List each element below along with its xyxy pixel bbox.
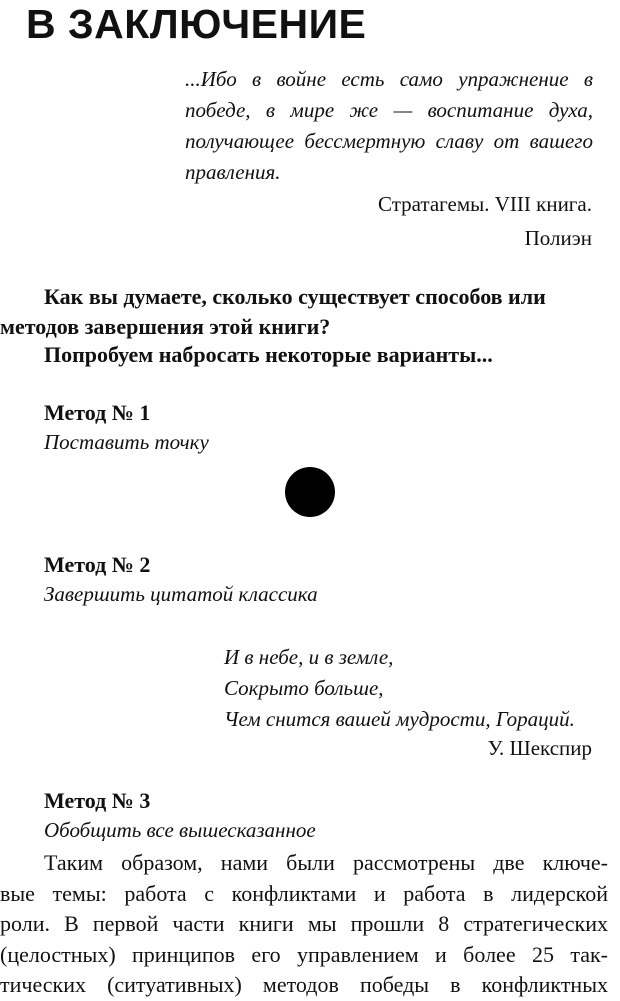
paragraph-line: (целостных) принципов его управлением и более 25 так-	[0, 941, 608, 967]
quote-author: У. Шекспир	[487, 736, 592, 760]
epigraph-source: Стратагемы. VIII книга.	[377, 192, 592, 216]
quote-block	[224, 642, 604, 735]
quote-line: Чем снится вашей мудрости, Гораций.	[224, 707, 575, 731]
quote-line: И в небе, и в земле,	[224, 645, 394, 669]
quote-line: Сокрыто больше,	[224, 676, 384, 700]
epigraph-text: ...Ибо в войне есть само упражнение в победе, в мире же — воспитание духа, получающее бессмертную славу от вашего правления.	[185, 67, 593, 184]
paragraph-line: вые темы: работа с конфликтами и работа в лидерской	[0, 880, 608, 906]
full-stop-dot	[285, 467, 335, 517]
paragraph-line: Таким образом, нами были рассмотрены две ключе-	[44, 850, 608, 875]
summary-paragraph	[0, 848, 608, 1001]
page-title: В ЗАКЛЮЧЕНИЕ	[26, 1, 367, 47]
method-2-subtitle: Завершить цитатой классика	[44, 582, 318, 606]
paragraph-line: тических (ситуативных) методов победы в конфликтных	[0, 972, 608, 997]
method-1-subtitle: Поставить точку	[44, 430, 209, 454]
method-1-heading: Метод № 1	[44, 400, 151, 425]
lead-proposal: Попробуем набросать некоторые варианты...	[44, 342, 493, 367]
paragraph-line: роли. В первой части книги мы прошли 8 стратегических	[0, 911, 608, 936]
epigraph-author: Полиэн	[524, 226, 592, 250]
method-3-heading: Метод № 3	[44, 788, 151, 813]
method-3-subtitle: Обобщить все вышесказанное	[44, 818, 316, 842]
method-2-heading: Метод № 2	[44, 552, 151, 577]
lead-question: Как вы думаете, сколько существует способов или методов завершения этой книги?	[0, 284, 546, 339]
